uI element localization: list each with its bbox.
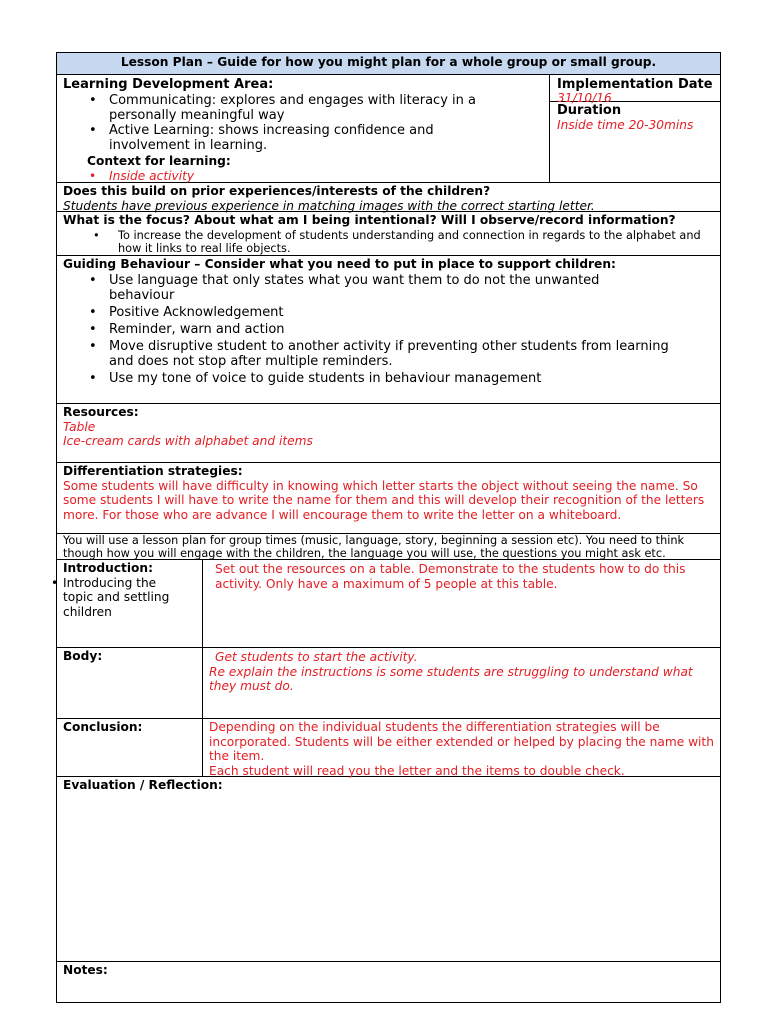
conclusion-label-cell xyxy=(57,719,203,776)
resource-item: Ice-cream cards with alphabet and items xyxy=(63,434,313,448)
list-item: • Inside activity xyxy=(63,169,549,184)
body-label: Body: xyxy=(63,649,103,663)
introduction-label: Introduction: xyxy=(63,561,153,575)
conclusion-line: Each student will read you the letter and the items to double check. xyxy=(209,763,625,778)
prior-experiences-heading: Does this build on prior experiences/interests of the children? xyxy=(63,184,491,198)
guiding-behaviour-list xyxy=(63,273,720,386)
list-item: • To increase the development of students understanding and connection in regards to the alphabet and how it links to real life objects. xyxy=(63,229,720,255)
resources-row xyxy=(57,404,720,463)
differentiation-row xyxy=(57,463,720,534)
prior-experiences-text: Students have previous experience in matching images with the correct starting letter. xyxy=(63,198,595,213)
list-item: • Reminder, warn and action xyxy=(63,322,720,337)
guiding-behaviour-row xyxy=(57,256,720,404)
differentiation-heading: Differentiation strategies: xyxy=(63,464,243,478)
page-title: Lesson Plan – Guide for how you might plan for a whole group or small group. xyxy=(120,55,657,69)
guide-note-row xyxy=(57,534,720,560)
implementation-date-label: Implementation Date xyxy=(557,77,713,92)
context-list xyxy=(63,169,549,184)
conclusion-row xyxy=(57,719,720,777)
conclusion-label: Conclusion: xyxy=(63,720,143,734)
list-item: • Move disruptive student to another activity if preventing other students from learning and does not stop after multiple reminders. xyxy=(63,339,720,369)
list-item: • Active Learning: shows increasing confidence and involvement in learning. xyxy=(63,123,549,153)
implementation-date-cell xyxy=(550,75,720,105)
body-line: Re explain the instructions is some students are struggling to understand what they must do. xyxy=(209,664,693,693)
title-row xyxy=(57,53,720,75)
list-item: • Use my tone of voice to guide students in behaviour management xyxy=(63,371,720,386)
prior-experiences-row xyxy=(57,183,720,212)
lesson-plan-table xyxy=(51,52,721,1003)
list-item: • Communicating: explores and engages with literacy in a personally meaningful way xyxy=(63,93,549,123)
learning-area-cell xyxy=(57,75,550,182)
duration-value: Inside time 20-30mins xyxy=(557,118,694,132)
duration-label: Duration xyxy=(557,103,622,118)
learning-area-heading: Learning Development Area: xyxy=(63,77,274,92)
introduction-text: Set out the resources on a table. Demonstrate to the students how to do this activity. Only have a maximum of 5 people at this table. xyxy=(215,562,686,591)
introduction-label-cell xyxy=(51,560,203,647)
body-line: Get students to start the activity. xyxy=(215,650,418,664)
list-item: • Positive Acknowledgement xyxy=(63,305,720,320)
introduction-row xyxy=(51,560,720,648)
learning-area-row xyxy=(57,75,720,183)
guiding-behaviour-heading: Guiding Behaviour – Consider what you need to put in place to support children: xyxy=(63,257,616,271)
differentiation-text: Some students will have difficulty in knowing which letter starts the object without seeing the name. So some students I will have to write the name for them and this will develop their recognition of the letters more. For those who are advance I will encourage them to write the letter on a whiteboard. xyxy=(63,478,705,522)
learning-area-list xyxy=(63,93,549,153)
body-label-cell xyxy=(57,648,203,718)
focus-heading: What is the focus? About what am I being intentional? Will I observe/record information? xyxy=(63,213,676,227)
resource-item: Table xyxy=(63,419,96,434)
focus-list xyxy=(63,229,720,255)
conclusion-line: Depending on the individual students the differentiation strategies will be incorporated. Students will be either extended or helped by placing the name with the item. xyxy=(209,720,714,763)
list-item: • Use language that only states what you want them to do not the unwanted behaviour xyxy=(63,273,720,303)
implementation-date-value: 31/10/16 xyxy=(557,91,612,105)
body-content xyxy=(209,650,714,694)
focus-row xyxy=(57,212,720,256)
notes-row xyxy=(57,962,720,1002)
context-heading: Context for learning: xyxy=(87,154,231,168)
introduction-subtitle: • Introducing the topic and settling children xyxy=(51,575,170,619)
duration-cell xyxy=(550,103,720,182)
conclusion-content xyxy=(209,720,717,778)
bullet-icon: • xyxy=(51,575,59,590)
guide-note-text: You will use a lesson plan for group times (music, language, story, beginning a session etc). You need to think though how you will engage with the children, the language you will use, the questions you might ask etc. xyxy=(63,534,685,560)
evaluation-row xyxy=(57,777,720,962)
body-row xyxy=(57,648,720,719)
evaluation-label: Evaluation / Reflection: xyxy=(63,778,223,792)
notes-label: Notes: xyxy=(63,963,108,977)
resources-heading: Resources: xyxy=(63,405,139,419)
